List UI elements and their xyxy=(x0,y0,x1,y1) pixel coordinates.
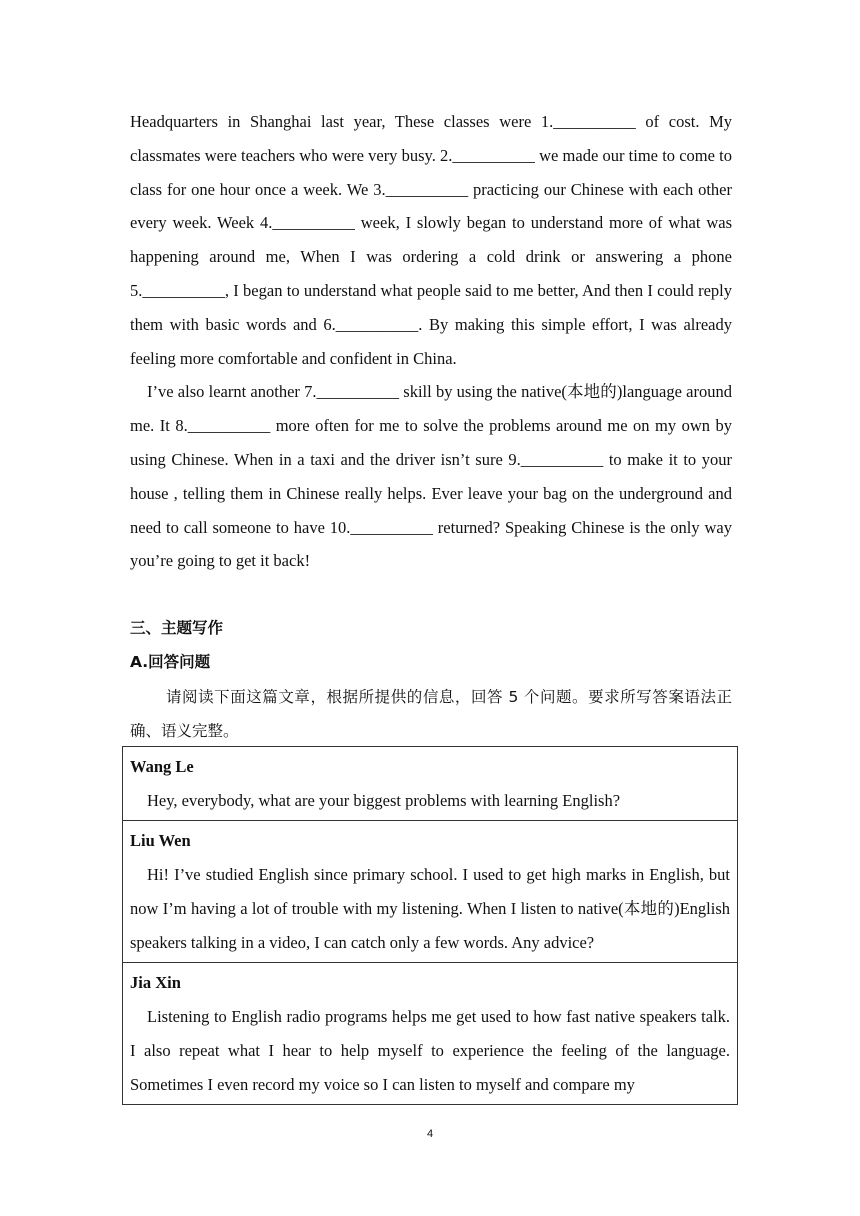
post-cell xyxy=(123,963,738,1105)
post-message: Hey, everybody, what are your biggest problems with learning English? xyxy=(147,791,621,810)
post-author: Jia Xin xyxy=(130,973,181,992)
passage-paragraph-2: I’ve also learnt another 7.__________ skill by using the native(本地的)language around me. It 8.__________ more often for me to solve the problems around me on my own by using Chinese. When in a taxi and the driver isn’t sure 9.__________ to make it to your house , telling them in Chinese really helps. Ever leave your bag on the underground and need to call someone to have 10.__________ returned? Speaking Chinese is the only way you’re going to get it back! xyxy=(130,382,732,571)
post-cell xyxy=(123,821,738,963)
passage-paragraph-1: Headquarters in Shanghai last year, These classes were 1.__________ of cost. My classmates were teachers who were very busy. 2.__________ we made our time to come to class for one hour once a week. We 3.__________ practicing our Chinese with each other every week. Week 4.__________ week, I slowly began to understand more of what was happening around me, When I was ordering a cold drink or answering a phone 5.__________, I began to understand what people said to me better, And then I could reply them with basic words and 6.__________. By making this simple effort, I was already feeling more comfortable and confident in China. xyxy=(130,112,732,368)
instructions-text: 请阅读下面这篇文章，根据所提供的信息，回答 5 个问题。要求所写答案语法正确、语义完整。 xyxy=(130,688,732,740)
post-message: Hi! I’ve studied English since primary school. I used to get high marks in English, but now I’m having a lot of trouble with my listening. When I listen to native(本地的)English speakers talking in a video, I can catch only a few words. Any advice? xyxy=(130,865,730,952)
page-number: 4 xyxy=(426,1128,434,1140)
post-cell xyxy=(123,747,738,821)
post-message: Listening to English radio programs helps me get used to how fast native speakers talk. I also repeat what I hear to help myself to experience the feeling of the language. Sometimes I even record my voice so I can listen to myself and compare my xyxy=(130,1007,730,1094)
reading-passage xyxy=(130,105,732,578)
forum-posts-table xyxy=(122,746,738,1105)
post-author: Wang Le xyxy=(130,757,194,776)
table-row xyxy=(123,963,738,1105)
table-row xyxy=(123,821,738,963)
table-row xyxy=(123,747,738,821)
section-subtitle: A.回答问题 xyxy=(130,653,211,671)
post-author: Liu Wen xyxy=(130,831,191,850)
section-title: 三、主题写作 xyxy=(130,619,224,637)
